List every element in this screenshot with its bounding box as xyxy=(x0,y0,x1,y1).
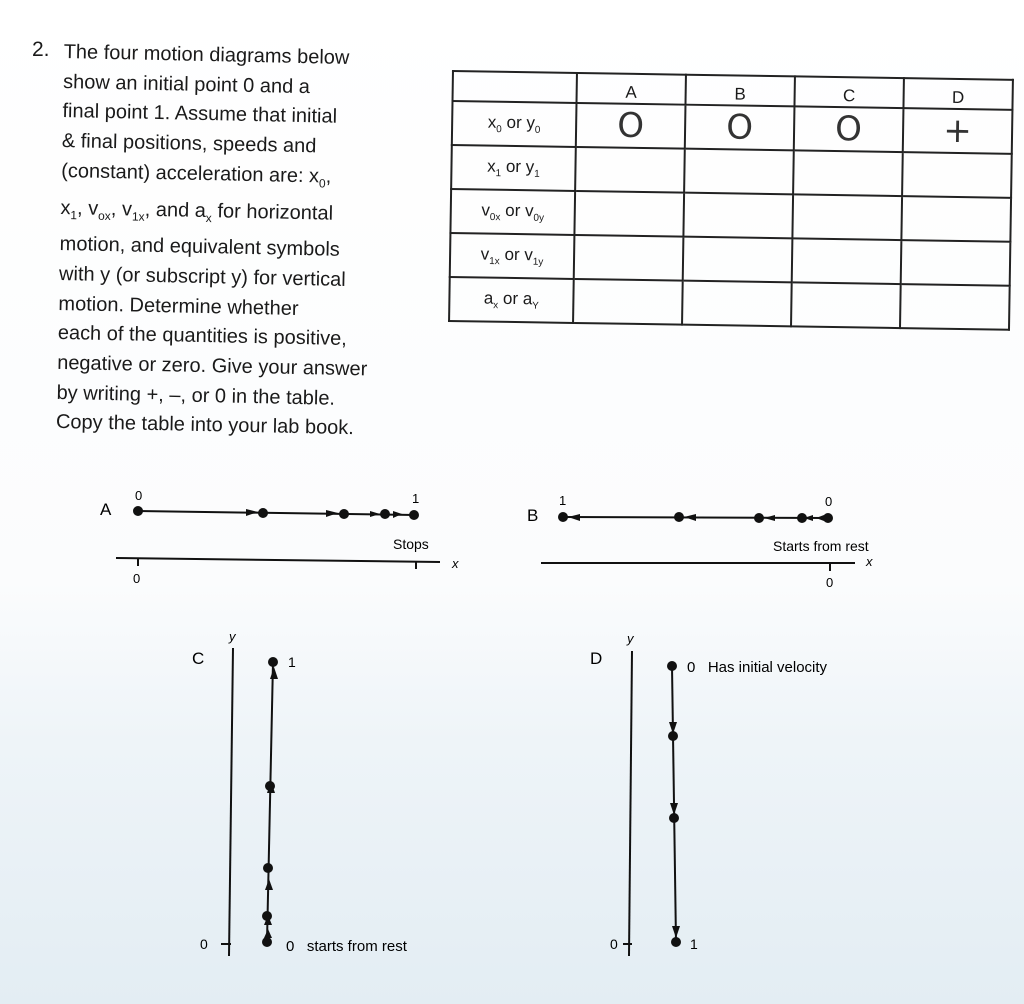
column-header: C xyxy=(794,76,903,108)
diagram-b-note: Starts from rest xyxy=(773,538,869,554)
diagram-c xyxy=(192,629,408,956)
question-line: & final positions, speeds and xyxy=(61,130,317,158)
row-label: $v_{0x}$ or $v_{0y}$ xyxy=(450,189,575,235)
row-label: $a_x$ or $a_Y$ xyxy=(449,277,574,323)
question-line: $x_1$, $v_{ox}$, $v_{1x}$, and $a_x$ for horizontal xyxy=(60,196,334,225)
diagram-c-axis-label: y xyxy=(229,629,236,644)
diagram-c-path xyxy=(267,662,273,942)
diagram-b-start-label: 0 xyxy=(825,494,833,509)
answer-cell[interactable]: O xyxy=(576,103,686,149)
row-label: $x_0$ or $y_0$ xyxy=(452,101,577,147)
diagram-b-end-label: 1 xyxy=(559,493,567,508)
question-line: negative or zero. Give your answer xyxy=(56,351,368,381)
diagram-d-end-label: 1 xyxy=(690,936,698,952)
diagram-c-note: 0 starts from rest xyxy=(286,938,407,955)
diagram-a-label: A xyxy=(100,500,112,519)
answer-cell[interactable]: O xyxy=(794,106,904,152)
row-label: $x_1$ or $y_1$ xyxy=(451,145,576,191)
question-line: each of the quantities is positive, xyxy=(57,322,348,351)
diagram-b-label: B xyxy=(527,506,539,525)
answer-cell[interactable]: O xyxy=(685,105,795,151)
diagram-b-axis-label: x xyxy=(866,554,873,569)
question-number: 2. xyxy=(32,38,50,61)
diagram-c-arrows xyxy=(264,667,278,938)
diagram-d-label: D xyxy=(590,649,603,668)
question-line: motion, and equivalent symbols xyxy=(59,233,341,262)
question-line: motion. Determine whether xyxy=(58,292,299,320)
diagram-c-axis-zero: 0 xyxy=(200,936,208,952)
question-line: (constant) acceleration are: $x_0$, xyxy=(60,159,332,191)
row-label: $v_{1x}$ or $v_{1y}$ xyxy=(450,233,575,279)
diagram-d-axis-label: y xyxy=(627,631,634,646)
diagram-d xyxy=(590,631,828,956)
answer-cell[interactable]: + xyxy=(903,108,1013,154)
diagram-c-end-label: 1 xyxy=(288,654,296,670)
diagram-d-axis xyxy=(629,651,632,956)
question-line: Copy the table into your lab book. xyxy=(55,411,355,440)
diagram-a-end-label: 1 xyxy=(412,491,420,506)
diagram-a xyxy=(100,488,459,586)
column-header: A xyxy=(576,73,685,105)
diagram-d-axis-zero: 0 xyxy=(610,936,618,952)
diagram-c-axis xyxy=(229,648,233,956)
diagram-a-axis xyxy=(116,558,440,562)
question-line: final point 1. Assume that initial xyxy=(62,100,338,129)
question-line: The four motion diagrams below xyxy=(63,40,350,69)
diagram-b xyxy=(527,493,873,590)
diagram-a-note: Stops xyxy=(393,536,429,552)
diagram-a-axis-label: x xyxy=(452,556,459,571)
diagram-a-start-label: 0 xyxy=(135,488,143,503)
diagram-c-label: C xyxy=(192,649,205,668)
diagram-b-axis-zero: 0 xyxy=(826,575,834,590)
diagram-d-note: 0 Has initial velocity xyxy=(687,659,828,676)
question-line: with y (or subscript y) for vertical xyxy=(58,262,346,291)
column-header: B xyxy=(685,75,794,107)
column-header: D xyxy=(903,78,1012,110)
question-line: show an initial point 0 and a xyxy=(62,70,311,98)
diagram-a-axis-zero: 0 xyxy=(133,571,141,586)
question-line: by writing +, –, or 0 in the table. xyxy=(56,381,336,410)
